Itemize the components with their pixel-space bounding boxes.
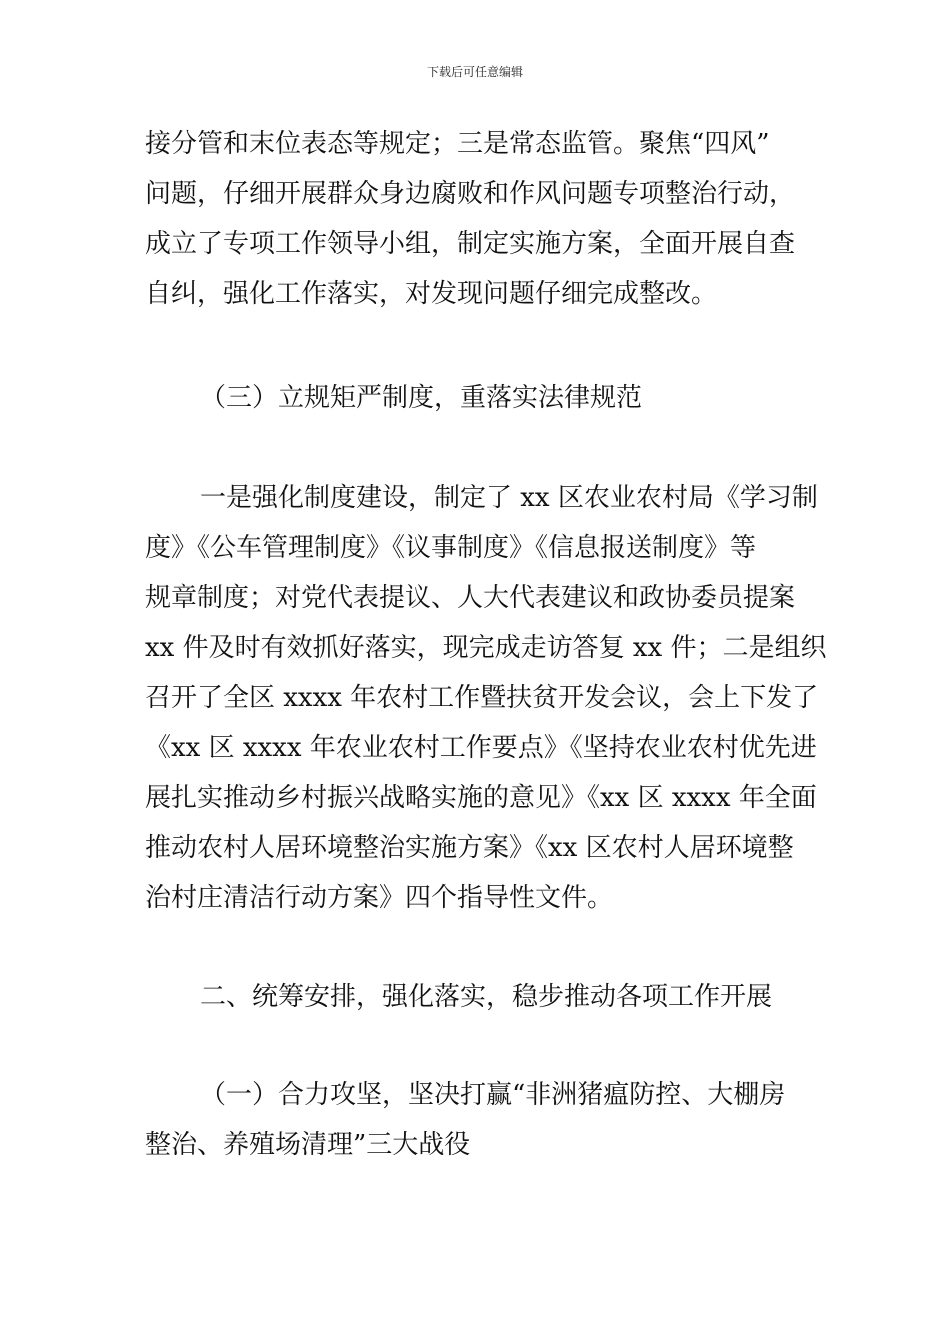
text-line: 一是强化制度建设，制定了 xx 区农业农村局《学习制 <box>200 483 818 513</box>
text-line: 《xx 区 xxxx 年农业农村工作要点》《坚持农业农村优先进 <box>145 733 817 763</box>
page-header: 下载后可任意编辑 <box>426 65 523 79</box>
text-line: 召开了全区 xxxx 年农村工作暨扶贫开发会议，会上下发了 <box>145 683 819 713</box>
text-line: 接分管和末位表态等规定；三是常态监管。聚焦“四风” <box>145 129 770 159</box>
text-line: xx 件及时有效抓好落实，现完成走访答复 xx 件；二是组织 <box>145 633 827 663</box>
text-line: （一）合力攻坚，坚决打赢“非洲猪瘟防控、大棚房 <box>200 1080 786 1110</box>
text-line: 整治、养殖场清理”三大战役 <box>145 1130 471 1160</box>
text-line: 推动农村人居环境整治实施方案》《xx 区农村人居环境整 <box>145 833 794 863</box>
section-heading-3 <box>145 373 810 423</box>
paragraph-institution-building <box>145 473 827 923</box>
text-line: 治村庄清洁行动方案》四个指导性文件。 <box>145 883 614 913</box>
text-line: 自纠，强化工作落实，对发现问题仔细完成整改。 <box>145 279 718 309</box>
text-line: 度》《公车管理制度》《议事制度》《信息报送制度》等 <box>145 533 757 563</box>
text-line: 展扎实推动乡村振兴战略实施的意见》《xx 区 xxxx 年全面 <box>145 783 817 813</box>
text-line: 成立了专项工作领导小组，制定实施方案，全面开展自查 <box>145 229 796 259</box>
text-line: 规章制度；对党代表提议、人大代表建议和政协委员提案 <box>145 583 796 613</box>
text-line: 二、统筹安排，强化落实，稳步推动各项工作开展 <box>200 982 773 1012</box>
section-heading-2 <box>145 972 810 1022</box>
text-line: （三）立规矩严制度，重落实法律规范 <box>200 383 643 413</box>
text-line: 问题，仔细开展群众身边腐败和作风问题专项整治行动， <box>145 179 796 209</box>
subsection-heading-1 <box>145 1070 810 1170</box>
paragraph-discipline-continued <box>145 119 810 319</box>
